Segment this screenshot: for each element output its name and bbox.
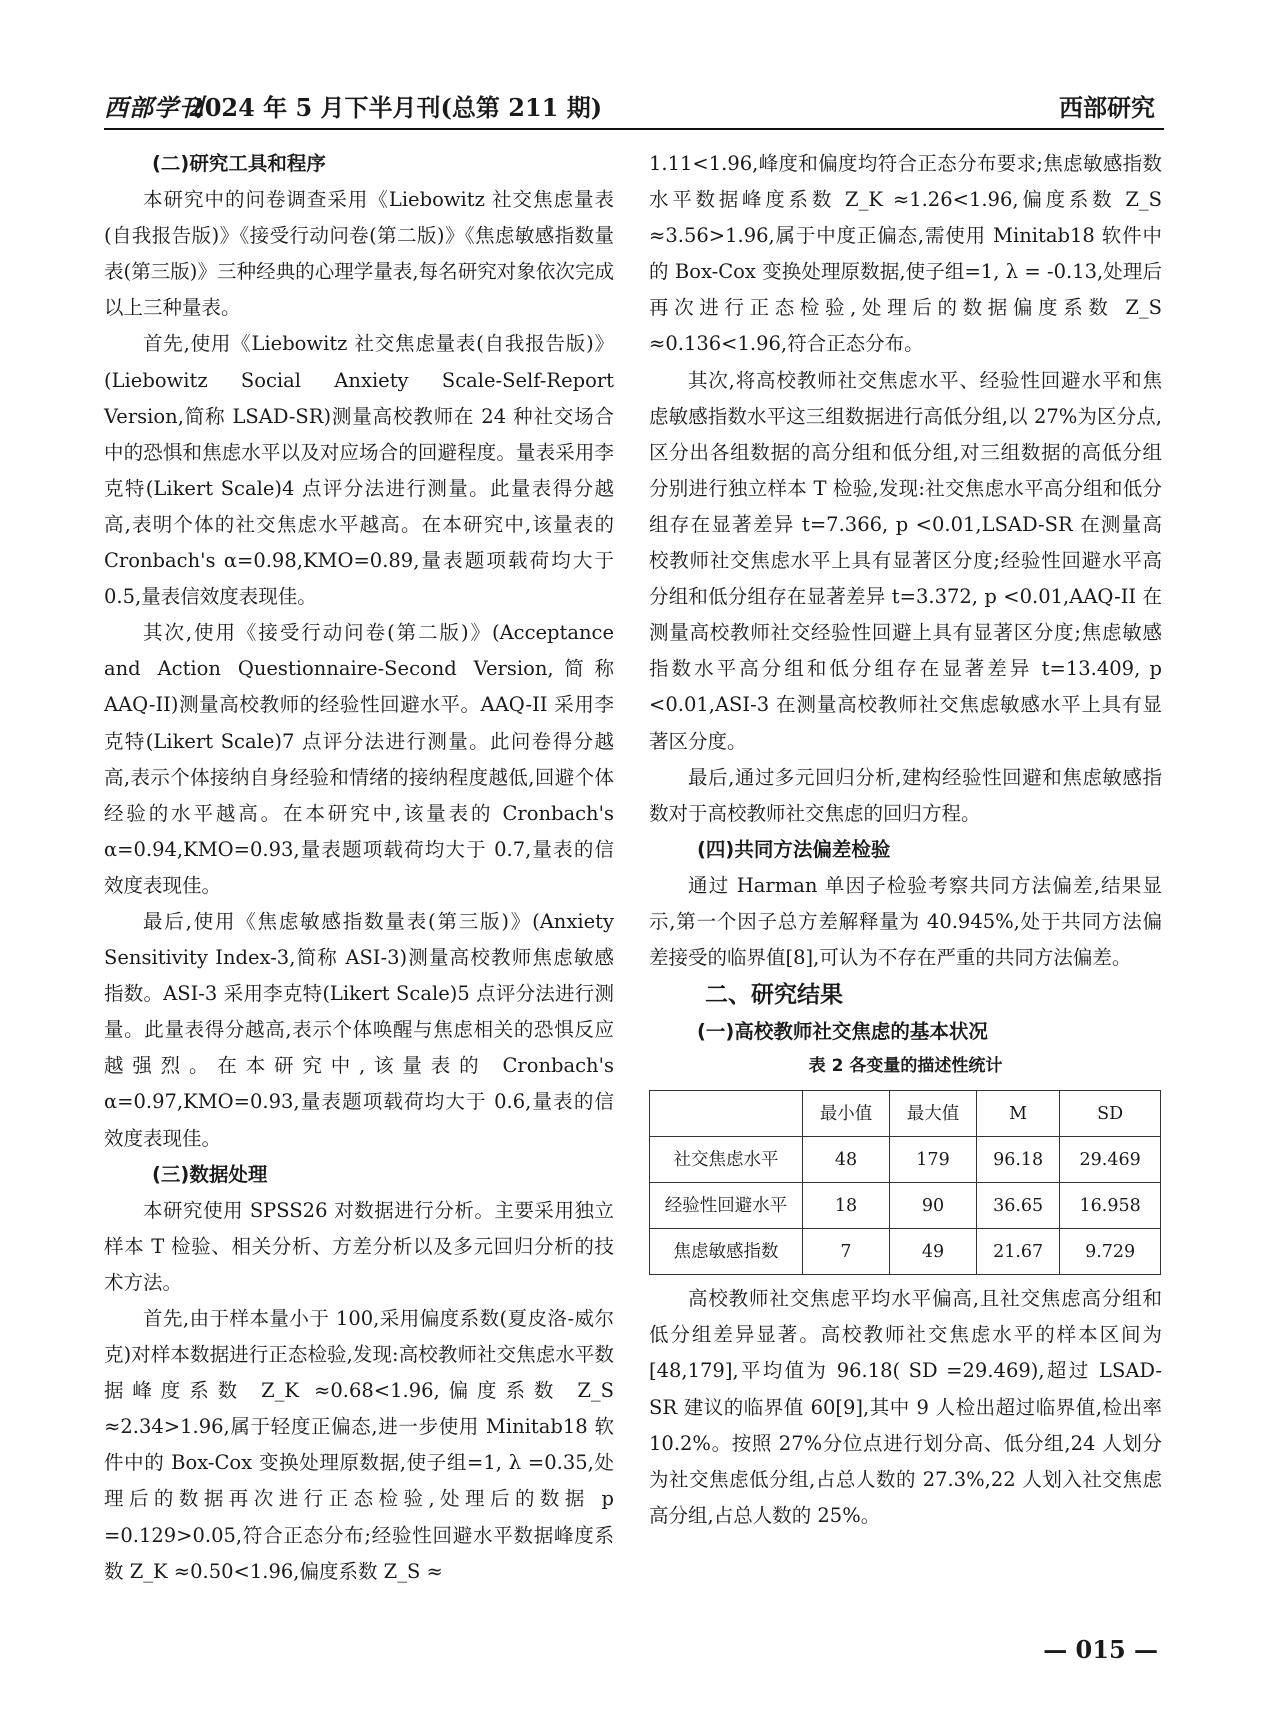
paragraph: 最后,使用《焦虑敏感指数量表(第三版)》(Anxiety Sensitivity Index-3,简称 ASI-3)测量高校教师焦虑敏感指数。ASI-3 采用李克特(Likert Scale)5 点评分法进行测量。此量表得分越高,表示个体唤醒与焦虑相关的恐惧反应越强烈。在本研究中,该量表的 Cronbach's α=0.97,KMO=0.93,量表题项载荷均大于 0.6,量表的信效度表现佳。 <box>104 909 614 1150</box>
table-cell: 179 <box>890 1137 977 1183</box>
table-header-cell: M <box>977 1091 1060 1137</box>
table-cell: 焦虑敏感指数 <box>650 1229 803 1275</box>
table-cell: 48 <box>803 1137 890 1183</box>
table-cell: 96.18 <box>977 1137 1060 1183</box>
descriptive-stats-table <box>649 1090 1161 1275</box>
table-header-cell <box>650 1091 803 1137</box>
heading-method-bias: (四)共同方法偏差检验 <box>697 837 891 861</box>
paragraph: 1.11<1.96,峰度和偏度均符合正态分布要求;焦虑敏感指数水平数据峰度系数 Z_K ≈1.26<1.96,偏度系数 Z_S ≈3.56>1.96,属于中度正偏态,需使用 Minitab18 软件中的 Box-Cox 变换处理原数据,使子组=1, λ = -0.13,处理后再次进行正态检验,处理后的数据偏度系数 Z_S ≈0.136<1.96,符合正态分布。 <box>649 152 1162 356</box>
table-header-row <box>650 1091 1161 1137</box>
table-cell: 90 <box>890 1183 977 1229</box>
issue-info: 2024 年 5 月下半月刊(总第 211 期) <box>188 93 603 122</box>
table-cell: 49 <box>890 1229 977 1275</box>
table-header-cell: 最小值 <box>803 1091 890 1137</box>
table-header-cell: 最大值 <box>890 1091 977 1137</box>
page-number: — 015 — <box>1043 1635 1158 1664</box>
table-cell: 29.469 <box>1060 1137 1161 1183</box>
table-row <box>650 1137 1161 1183</box>
paragraph: 本研究使用 SPSS26 对数据进行分析。主要采用独立样本 T 检验、相关分析、方差分析以及多元回归分析的技术方法。 <box>104 1198 614 1294</box>
paragraph: 通过 Harman 单因子检验考察共同方法偏差,结果显示,第一个因子总方差解释量为 40.945%,处于共同方法偏差接受的临界值[8],可认为不存在严重的共同方法偏差。 <box>649 873 1162 970</box>
heading-basic-status: (一)高校教师社交焦虑的基本状况 <box>697 1020 988 1044</box>
paragraph: 本研究中的问卷调查采用《Liebowitz 社交焦虑量表(自我报告版)》《接受行动问卷(第二版)》《焦虑敏感指数量表(第三版)》三种经典的心理学量表,每名研究对象依次完成以上三种量表。 <box>104 188 614 320</box>
heading-data-processing: (三)数据处理 <box>152 1162 268 1186</box>
heading-results: 二、研究结果 <box>705 982 843 1009</box>
header-divider <box>104 128 1164 130</box>
heading-research-tools: (二)研究工具和程序 <box>152 152 326 175</box>
table-row <box>650 1183 1161 1229</box>
paragraph: 最后,通过多元回归分析,建构经验性回避和焦虑敏感指数对于高校教师社交焦虑的回归方程。 <box>649 765 1162 825</box>
left-column <box>104 146 614 1590</box>
paragraph: 高校教师社交焦虑平均水平偏高,且社交焦虑高分组和低分组差异显著。高校教师社交焦虑水平的样本区间为[48,179],平均值为 96.18( SD =29.469),超过 LSAD-SR 建议的临界值 60[9],其中 9 人检出超过临界值,检出率 10.2%。按照 27%分位点进行划分高、低分组,24 人划分为社交焦虑低分组,占总人数的 27.3%,22 人划入社交焦虑高分组,占总人数的 25%。 <box>649 1287 1162 1527</box>
table-caption: 表 2 各变量的描述性统计 <box>808 1056 1003 1077</box>
section-title: 西部研究 <box>1059 93 1155 122</box>
table-cell: 7 <box>803 1229 890 1275</box>
table-cell: 36.65 <box>977 1183 1060 1229</box>
right-column <box>649 146 1162 1534</box>
paragraph: 首先,使用《Liebowitz 社交焦虑量表(自我报告版)》(Liebowitz Social Anxiety Scale-Self-Report Version,简称 LSAD-SR)测量高校教师在 24 种社交场合中的恐惧和焦虑水平以及对应场合的回避程度。量表采用李克特(Likert Scale)4 点评分法进行测量。此量表得分越高,表明个体的社交焦虑水平越高。在本研究中,该量表的 Cronbach's α=0.98,KMO=0.89,量表题项载荷均大于 0.5,量表信效度表现佳。 <box>104 332 614 609</box>
paragraph: 其次,将高校教师社交焦虑水平、经验性回避水平和焦虑敏感指数水平这三组数据进行高低分组,以 27%为区分点,区分出各组数据的高分组和低分组,对三组数据的高低分组分别进行独立样本 T 检验,发现:社交焦虑水平高分组和低分组存在显著差异 t=7.366, p <0.01,LSAD-SR 在测量高校教师社交焦虑水平上具有显著区分度;经验性回避水平高分组和低分组存在显著差异 t=3.372, p <0.01,AAQ-II 在测量高校教师社交经验性回避上具有显著区分度;焦虑敏感指数水平高分组和低分组存在显著差异 t=13.409, p <0.01,ASI-3 在测量高校教师社交焦虑敏感水平上具有显著区分度。 <box>649 368 1162 753</box>
table-cell: 社交焦虑水平 <box>650 1137 803 1183</box>
table-cell: 9.729 <box>1060 1229 1161 1275</box>
paragraph: 其次,使用《接受行动问卷(第二版)》(Acceptance and Action Questionnaire-Second Version,简称 AAQ-II)测量高校教师的经验性回避水平。AAQ-II 采用李克特(Likert Scale)7 点评分法进行测量。此问卷得分越高,表示个体接纳自身经验和情绪的接纳程度越低,回避个体经验的水平越高。在本研究中,该量表的 Cronbach's α=0.94,KMO=0.93,量表题项载荷均大于 0.7,量表的信效度表现佳。 <box>104 621 614 897</box>
table-cell: 21.67 <box>977 1229 1060 1275</box>
table-cell: 经验性回避水平 <box>650 1183 803 1229</box>
table-row <box>650 1229 1161 1275</box>
table-cell: 18 <box>803 1183 890 1229</box>
table-header-cell: SD <box>1060 1091 1161 1137</box>
journal-logo: 西部学刊 <box>104 93 204 122</box>
table-cell: 16.958 <box>1060 1183 1161 1229</box>
paragraph: 首先,由于样本量小于 100,采用偏度系数(夏皮洛-威尔克)对样本数据进行正态检验,发现:高校教师社交焦虑水平数据峰度系数 Z_K ≈0.68<1.96,偏度系数 Z_S ≈2.34>1.96,属于轻度正偏态,进一步使用 Minitab18 软件中的 Box-Cox 变换处理原数据,使子组=1, λ =0.35,处理后的数据再次进行正态检验,处理后的数据 p =0.129>0.05,符合正态分布;经验性回避水平数据峰度系数 Z_K ≈0.50<1.96,偏度系数 Z_S ≈ <box>104 1307 614 1583</box>
